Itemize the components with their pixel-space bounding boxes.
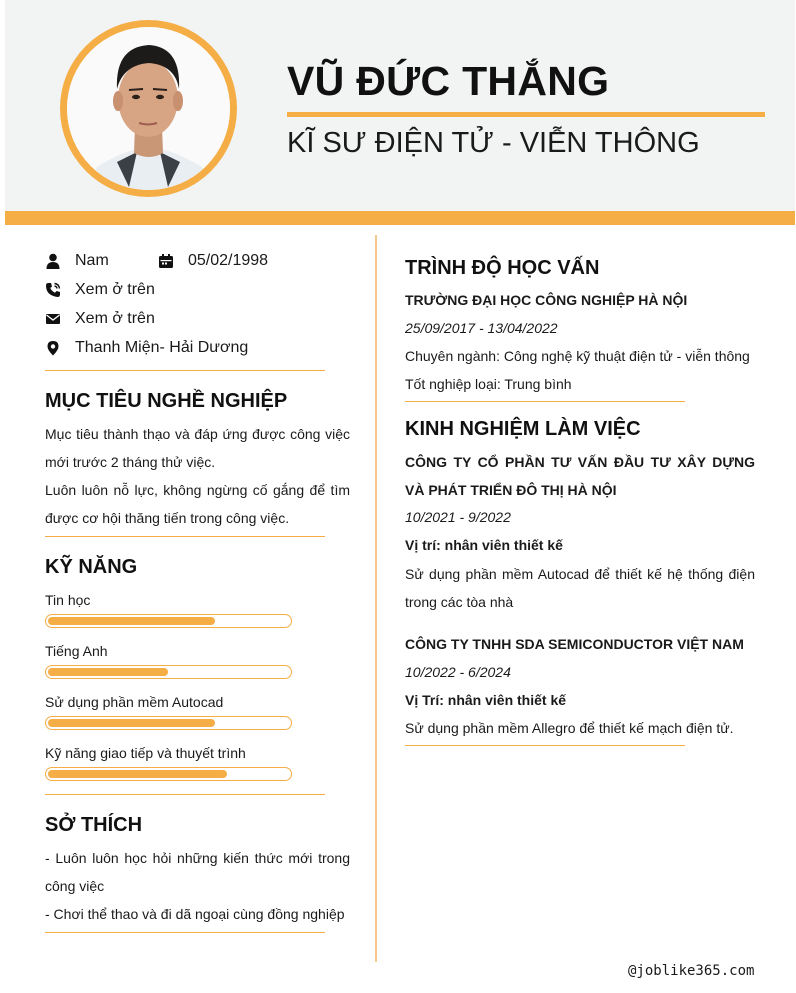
column-divider: [375, 235, 377, 962]
skill-bar-fill: [48, 617, 215, 625]
section-separator: [45, 794, 325, 795]
section-separator: [405, 745, 685, 746]
avatar: [67, 27, 230, 190]
objective-paragraph-1: Mục tiêu thành thạo và đáp ứng được công việc mới trước 2 tháng thử việc.: [45, 426, 350, 470]
calendar-icon: [158, 253, 174, 269]
skill-bar: [45, 716, 292, 730]
hobby-item-1: - Luôn luôn học hỏi những kiến thức mới trong công việc: [45, 850, 350, 894]
envelope-icon: [45, 311, 61, 327]
education-grade: Tốt nghiệp loại: Trung bình: [405, 376, 572, 392]
skills-title: KỸ NĂNG: [45, 556, 138, 578]
experience-title: KINH NGHIỆM LÀM VIỆC: [405, 418, 641, 440]
gender-row: [45, 250, 109, 272]
email-row: [45, 308, 155, 330]
skill-label: Kỹ năng giao tiếp và thuyết trình: [45, 745, 246, 761]
education-school: TRƯỜNG ĐẠI HỌC CÔNG NGHIỆP HÀ NỘI: [405, 292, 688, 308]
avatar-ring: [60, 20, 237, 197]
header-accent-bar: [5, 211, 795, 225]
address-value: Thanh Miện- Hải Dương: [75, 339, 249, 356]
job-company: CÔNG TY TNHH SDA SEMICONDUCTOR VIỆT NAM: [405, 636, 744, 652]
birthday-value: 05/02/1998: [188, 252, 269, 269]
section-separator: [405, 401, 685, 402]
gender-value: Nam: [75, 252, 109, 269]
profile-photo: [67, 27, 230, 190]
header-banner: [5, 0, 795, 211]
email-value: Xem ở trên: [75, 310, 155, 327]
job-period: 10/2022 - 6/2024: [405, 664, 511, 680]
phone-value: Xem ở trên: [75, 281, 155, 298]
skill-bar-fill: [48, 668, 168, 676]
phone-row: [45, 279, 155, 301]
skill-label: Sử dụng phần mềm Autocad: [45, 694, 224, 710]
person-icon: [45, 253, 61, 269]
job-description: Sử dụng phần mềm Allegro để thiết kế mạch điện tử.: [405, 720, 734, 736]
skill-bar: [45, 665, 292, 679]
skill-label: Tiếng Anh: [45, 643, 108, 659]
objective-title: MỤC TIÊU NGHỀ NGHIỆP: [45, 390, 288, 412]
watermark: @joblike365.com: [628, 963, 755, 979]
hobby-item-2: - Chơi thể thao và đi dã ngoại cùng đồng nghiệp: [45, 906, 345, 922]
education-major: Chuyên ngành: Công nghệ kỹ thuật điện tử - viễn thông: [405, 348, 750, 364]
section-separator: [45, 536, 325, 537]
birthday-row: [158, 250, 268, 272]
section-separator: [45, 370, 325, 371]
job-position: Vị trí: nhân viên thiết kế: [405, 537, 563, 553]
education-period: 25/09/2017 - 13/04/2022: [405, 320, 558, 336]
job-position: Vị Trí: nhân viên thiết kế: [405, 692, 567, 708]
candidate-name: VŨ ĐỨC THẮNG: [287, 58, 610, 104]
name-underline: [287, 112, 765, 117]
section-separator: [45, 932, 325, 933]
phone-icon: [45, 282, 61, 298]
map-pin-icon: [45, 340, 61, 356]
job-title: KĨ SƯ ĐIỆN TỬ - VIỄN THÔNG: [287, 127, 700, 159]
skill-label: Tin học: [45, 592, 91, 608]
job-company: CÔNG TY CỔ PHẦN TƯ VẤN ĐẦU TƯ XÂY DỰNG VÀ PHÁT TRIỂN ĐÔ THỊ HÀ NỘI: [405, 454, 755, 498]
job-description: Sử dụng phần mềm Autocad để thiết kế hệ thống điện trong các tòa nhà: [405, 566, 755, 610]
job-period: 10/2021 - 9/2022: [405, 509, 511, 525]
skill-bar: [45, 767, 292, 781]
hobbies-title: SỞ THÍCH: [45, 814, 143, 836]
skill-bar: [45, 614, 292, 628]
skill-bar-fill: [48, 719, 215, 727]
address-row: [45, 337, 248, 359]
skill-bar-fill: [48, 770, 227, 778]
education-title: TRÌNH ĐỘ HỌC VẤN: [405, 257, 600, 279]
objective-paragraph-2: Luôn luôn nỗ lực, không ngừng cố gắng để tìm được cơ hội thăng tiến trong công việc.: [45, 482, 350, 526]
